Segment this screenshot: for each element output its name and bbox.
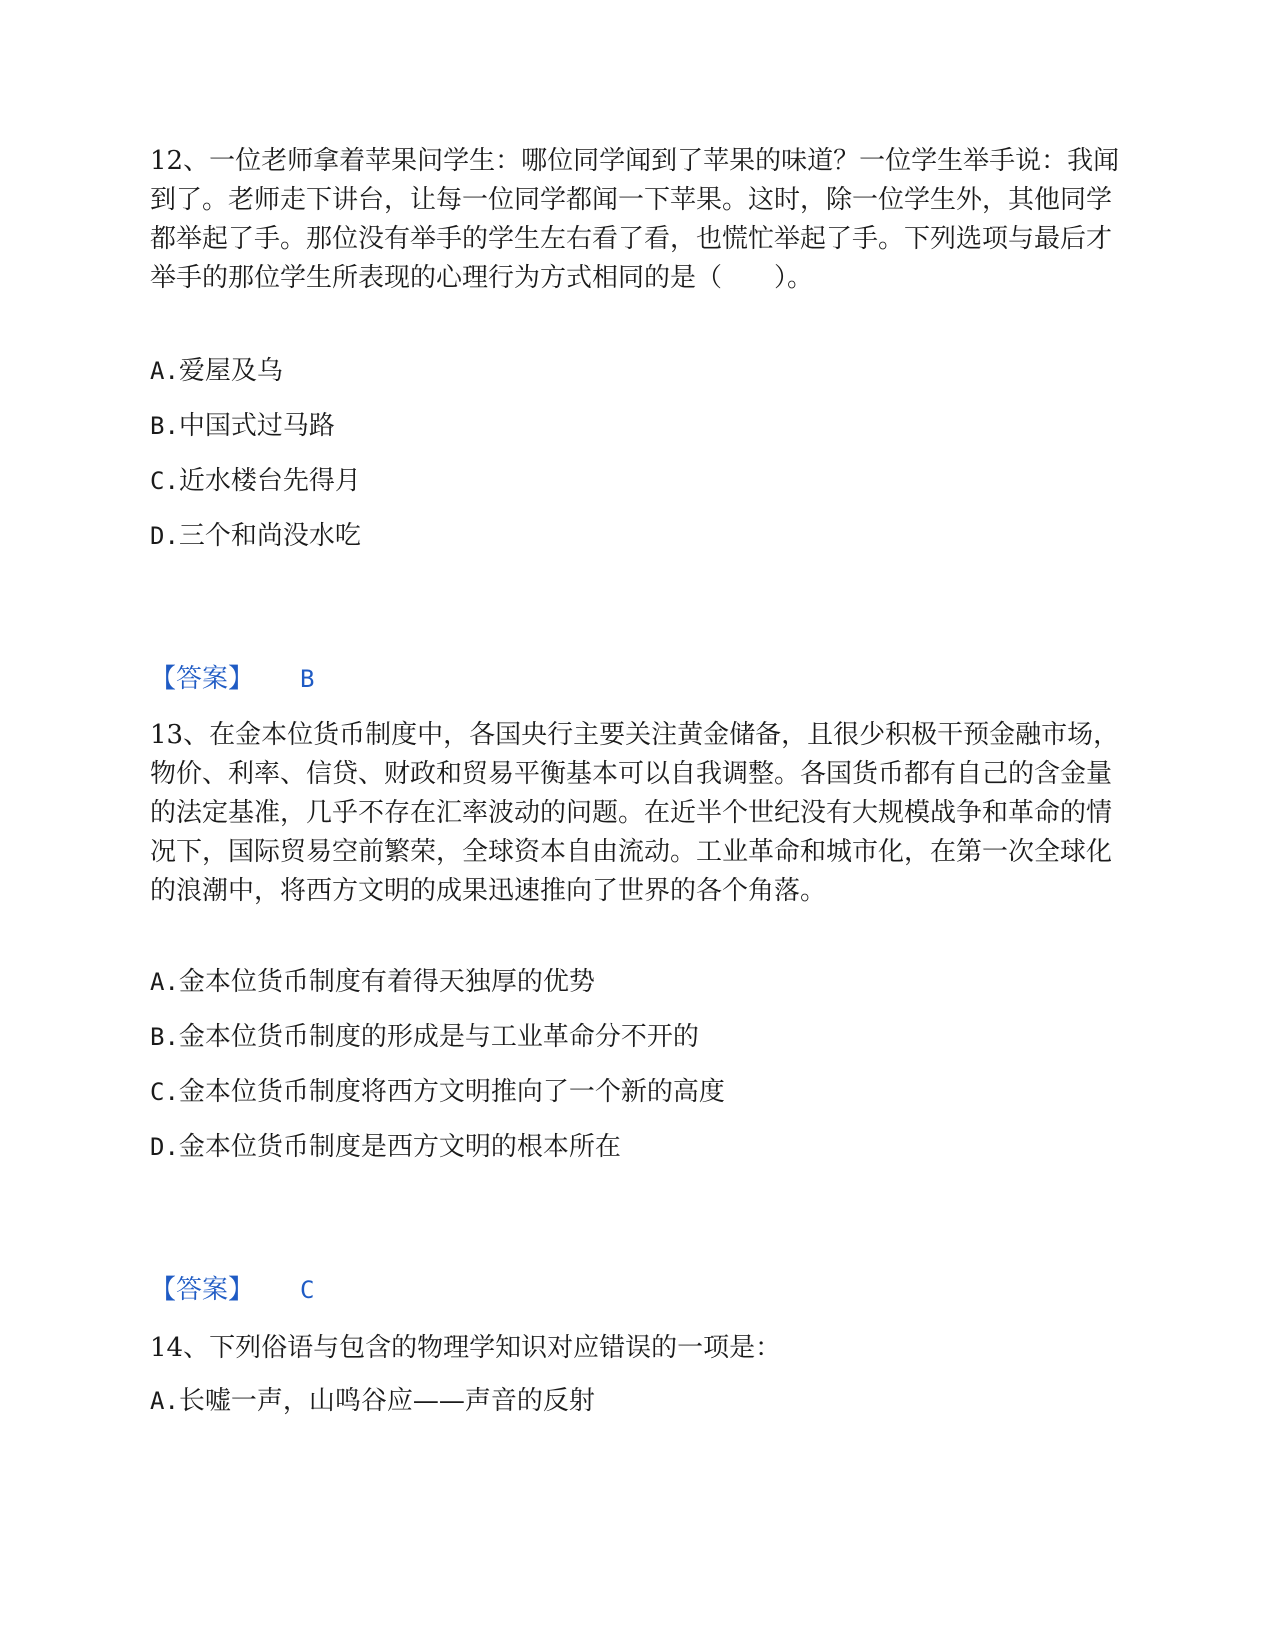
question-13-option-a	[150, 965, 1120, 999]
question-14-option-a	[150, 1384, 1120, 1418]
option-text: 金本位货币制度将西方文明推向了一个新的高度	[178, 1077, 725, 1107]
question-12-text: 12、一位老师拿着苹果问学生：哪位同学闻到了苹果的味道？一位学生举手说：我闻到了。老师走下讲台，让每一位同学都闻一下苹果。这时，除一位学生外，其他同学都举起了手。那位没有举手的学生左右看了看，也慌忙举起了手。下列选项与最后才举手的那位学生所表现的心理行为方式相同的是（ ）。	[150, 146, 1120, 293]
answer-value: B	[300, 665, 315, 693]
question-13-option-d	[150, 1130, 1120, 1164]
option-letter: B.	[150, 412, 179, 440]
option-letter: D.	[150, 1133, 179, 1161]
option-letter: B.	[150, 1023, 179, 1051]
option-text: 金本位货币制度是西方文明的根本所在	[178, 1132, 621, 1162]
answer-tag: 【答案】	[150, 1275, 255, 1305]
option-letter: D.	[150, 522, 179, 550]
option-text: 中国式过马路	[178, 411, 335, 441]
question-14-text: 14、下列俗语与包含的物理学知识对应错误的一项是：	[150, 1333, 782, 1363]
question-12-answer	[150, 662, 314, 696]
question-13-answer	[150, 1273, 314, 1307]
answer-tag: 【答案】	[150, 664, 255, 694]
option-letter: C.	[150, 467, 179, 495]
option-text: 金本位货币制度的形成是与工业革命分不开的	[178, 1022, 699, 1052]
option-letter: C.	[150, 1078, 179, 1106]
question-12-option-b	[150, 409, 1120, 443]
option-text: 三个和尚没水吃	[178, 521, 361, 551]
answer-value: C	[300, 1276, 315, 1304]
question-12-option-c	[150, 464, 1120, 498]
question-12-option-a	[150, 354, 1120, 388]
question-13-option-c	[150, 1075, 1120, 1109]
option-letter: A.	[150, 1387, 179, 1415]
question-13	[150, 716, 1120, 911]
option-text: 近水楼台先得月	[178, 466, 361, 496]
question-12-option-d	[150, 519, 1120, 553]
option-text: 爱屋及乌	[178, 356, 283, 386]
question-13-text: 13、在金本位货币制度中，各国央行主要关注黄金储备，且很少积极干预金融市场，物价、利率、信贷、财政和贸易平衡基本可以自我调整。各国货币都有自己的含金量的法定基准，几乎不存在汇率波动的问题。在近半个世纪没有大规模战争和革命的情况下，国际贸易空前繁荣，全球资本自由流动。工业革命和城市化，在第一次全球化的浪潮中，将西方文明的成果迅速推向了世界的各个角落。	[150, 720, 1120, 906]
question-12	[150, 142, 1120, 298]
option-letter: A.	[150, 968, 179, 996]
option-text: 长嘘一声，山鸣谷应——声音的反射	[178, 1386, 595, 1416]
question-13-option-b	[150, 1020, 1120, 1054]
option-letter: A.	[150, 357, 179, 385]
option-text: 金本位货币制度有着得天独厚的优势	[178, 967, 595, 997]
question-14	[150, 1329, 1120, 1368]
